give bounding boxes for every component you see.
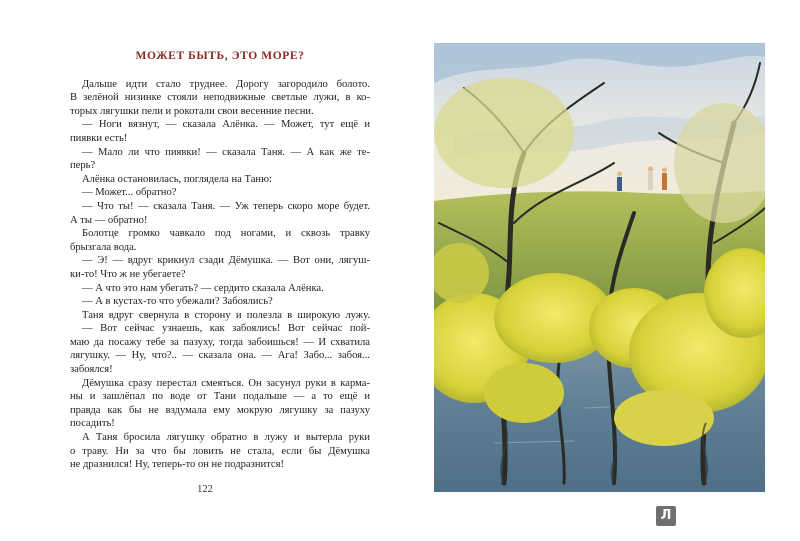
text-line: — Ноги вязнут, — сказала Алёнка. — Может, тут ещё и bbox=[82, 119, 370, 131]
text-line: Таня вдруг свернула в сторону и полезла в широкую лужу. bbox=[82, 309, 370, 321]
text-line: маю да посажу тебе за пазуху, тогда забоишься! — И схватила bbox=[70, 336, 370, 348]
child-figure bbox=[648, 172, 653, 190]
swamp-illustration bbox=[434, 43, 765, 492]
text-line: ны и зашлёпал по воде от Тани подальше — а то ещё и bbox=[70, 391, 370, 403]
text-line: брызгала вода. bbox=[70, 241, 137, 253]
text-line: В зелёной низинке стояли неподвижные светлые лужи, в ко- bbox=[70, 92, 370, 104]
publisher-logo-letter: Л bbox=[660, 508, 672, 523]
body-text bbox=[70, 78, 370, 472]
text-line: А ты — обратно! bbox=[70, 214, 148, 226]
text-line: Алёнка остановилась, поглядела на Таню: bbox=[82, 173, 272, 185]
text-line: забоялся! bbox=[70, 364, 113, 376]
text-line: посадить! bbox=[70, 418, 115, 430]
text-line: лягушку. — Ну, что?.. — сказала она. — Ага! Забо... забоя... bbox=[70, 350, 370, 362]
publisher-logo bbox=[656, 506, 676, 526]
text-line: Дальше идти стало труднее. Дорогу загородило болото. bbox=[82, 78, 370, 90]
text-line: — Вот сейчас узнаешь, как забоялись! Вот сейчас пой- bbox=[82, 323, 370, 335]
text-line: — Мало ли что пиявки! — сказала Таня. — А как же те- bbox=[82, 146, 370, 158]
child-figure bbox=[662, 173, 667, 190]
text-line: Болотце громко чавкало под ногами, и сквозь травку bbox=[82, 228, 370, 240]
text-column bbox=[70, 50, 370, 472]
text-line: — Что ты! — сказала Таня. — Уж теперь скоро море будет. bbox=[82, 200, 370, 212]
text-line: — А в кустах-то что убежали? Забоялись? bbox=[82, 296, 273, 308]
text-line: пиявки есть! bbox=[70, 132, 128, 144]
child-figure bbox=[617, 177, 622, 191]
text-line: А Таня бросила лягушку обратно в лужу и вытерла руки bbox=[82, 432, 370, 444]
text-line: — Э! — вдруг крикнул сзади Дёмушка. — Вот они, лягуш- bbox=[82, 255, 370, 267]
text-line: Дёмушка сразу перестал смеяться. Он засунул руки в карма- bbox=[82, 377, 370, 389]
chapter-title: МОЖЕТ БЫТЬ, ЭТО МОРЕ? bbox=[135, 50, 305, 62]
text-line: торых лягушки пели и рокотали свои весенние песни. bbox=[70, 105, 314, 117]
text-line: не дразнился! Ну, теперь-то он не подразнится! bbox=[70, 459, 285, 471]
text-line: ки-то! Что ж не убегаете? bbox=[70, 268, 186, 280]
text-line: перь? bbox=[70, 160, 96, 172]
text-line: о траву. Ни за что бы ловить не стала, если бы Дёмушка bbox=[70, 445, 370, 457]
page-number: 122 bbox=[197, 484, 213, 495]
text-line: — А что это нам убегать? — сердито сказала Алёнка. bbox=[82, 282, 324, 294]
text-line: правда как бы не вздумала ему мокрую лягушку за пазуху bbox=[70, 404, 370, 416]
text-line: — Может... обратно? bbox=[82, 187, 177, 199]
